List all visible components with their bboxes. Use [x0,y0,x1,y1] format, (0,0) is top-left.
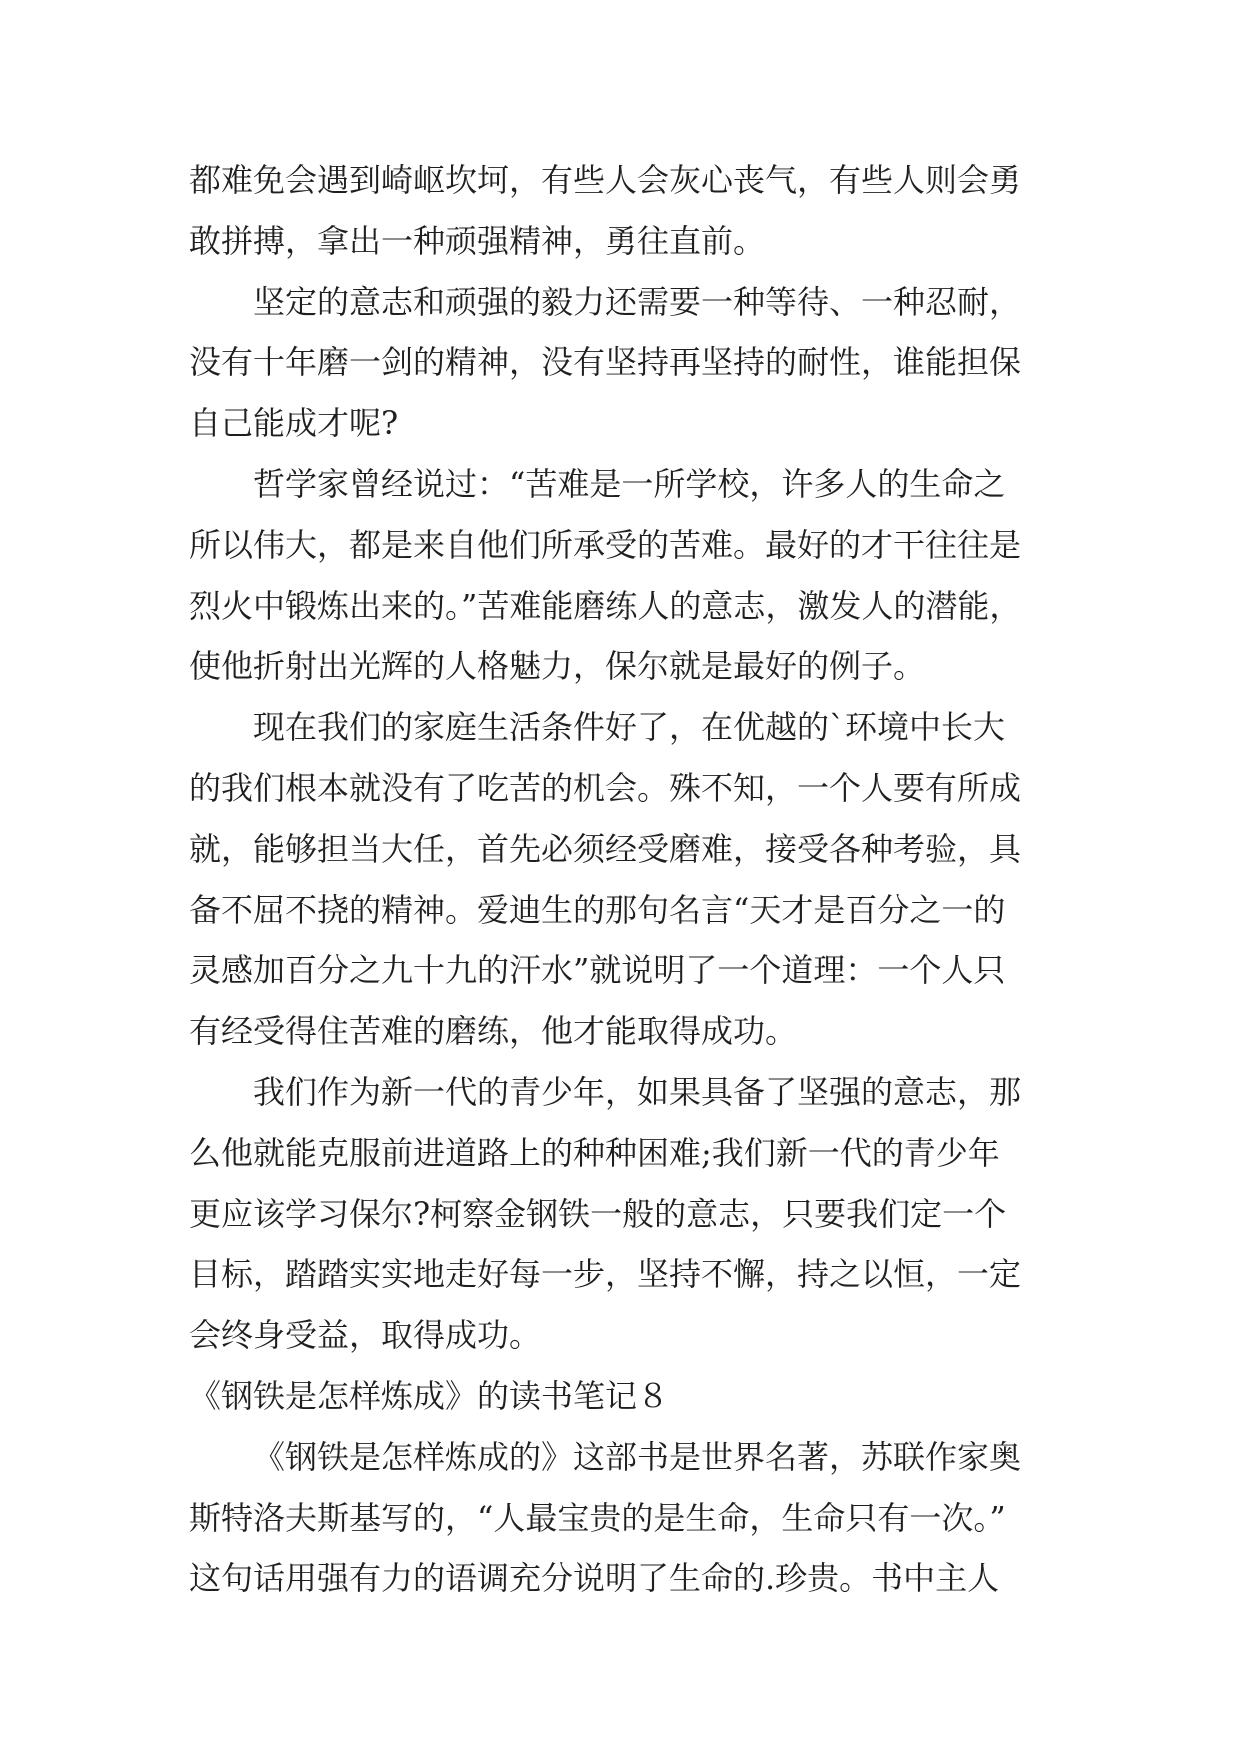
text-line: 《钢铁是怎样炼成的》这部书是世界名著，苏联作家奥 [253,1437,1022,1476]
text-line: 么他就能克服前进道路上的种种困难;我们新一代的青少年 [189,1133,1000,1172]
text-line: 这句话用强有力的语调充分说明了生命的.珍贵。书中主人 [189,1559,1000,1598]
text-line: 自己能成才呢? [189,404,399,443]
paragraph [189,697,1069,1062]
text-line: 现在我们的家庭生活条件好了，在优越的`环境中长大 [253,708,1006,747]
document-body [189,150,1069,1609]
paragraph [189,272,1069,454]
section-heading-text: 《钢铁是怎样炼成》的读书笔记８ [189,1376,670,1415]
paragraph [189,454,1069,697]
text-line: 的我们根本就没有了吃苦的机会。殊不知，一个人要有所成 [189,768,1022,807]
text-line: 哲学家曾经说过：“苦难是一所学校，许多人的生命之 [253,464,1006,503]
text-line: 烈火中锻炼出来的。”苦难能磨练人的意志，激发人的潜能， [189,586,1022,625]
paragraph [189,150,1069,272]
text-line: 灵感加百分之九十九的汗水”就说明了一个道理：一个人只 [189,951,1006,990]
paragraph [189,1062,1069,1366]
text-line: 我们作为新一代的青少年，如果具备了坚强的意志，那 [253,1072,1022,1111]
text-line: 所以伟大，都是来自他们所承受的苦难。最好的才干往往是 [189,525,1022,564]
text-line: 都难免会遇到崎岖坎坷，有些人会灰心丧气，有些人则会勇 [189,161,1022,199]
paragraph [189,1427,1069,1609]
text-line: 敢拼搏，拿出一种顽强精神，勇往直前。 [189,221,766,260]
text-line: 就，能够担当大任，首先必须经受磨难，接受各种考验，具 [189,829,1022,868]
text-line: 会终身受益，取得成功。 [189,1316,542,1355]
text-line: 目标，踏踏实实地走好每一步，坚持不懈，持之以恒，一定 [189,1255,1022,1294]
text-line: 有经受得住苦难的磨练，他才能取得成功。 [189,1012,798,1051]
text-line: 坚定的意志和顽强的毅力还需要一种等待、一种忍耐， [253,282,1022,321]
section-heading [189,1366,1069,1427]
text-line: 更应该学习保尔?柯察金钢铁一般的意志，只要我们定一个 [189,1194,1007,1233]
text-line: 备不屈不挠的精神。爱迪生的那句名言“天才是百分之一的 [189,890,1006,929]
text-line: 斯特洛夫斯基写的，“人最宝贵的是生命，生命只有一次。” [189,1498,1006,1537]
text-line: 没有十年磨一剑的精神，没有坚持再坚持的耐性，谁能担保 [189,343,1022,382]
text-line: 使他折射出光辉的人格魅力，保尔就是最好的例子。 [189,647,926,686]
